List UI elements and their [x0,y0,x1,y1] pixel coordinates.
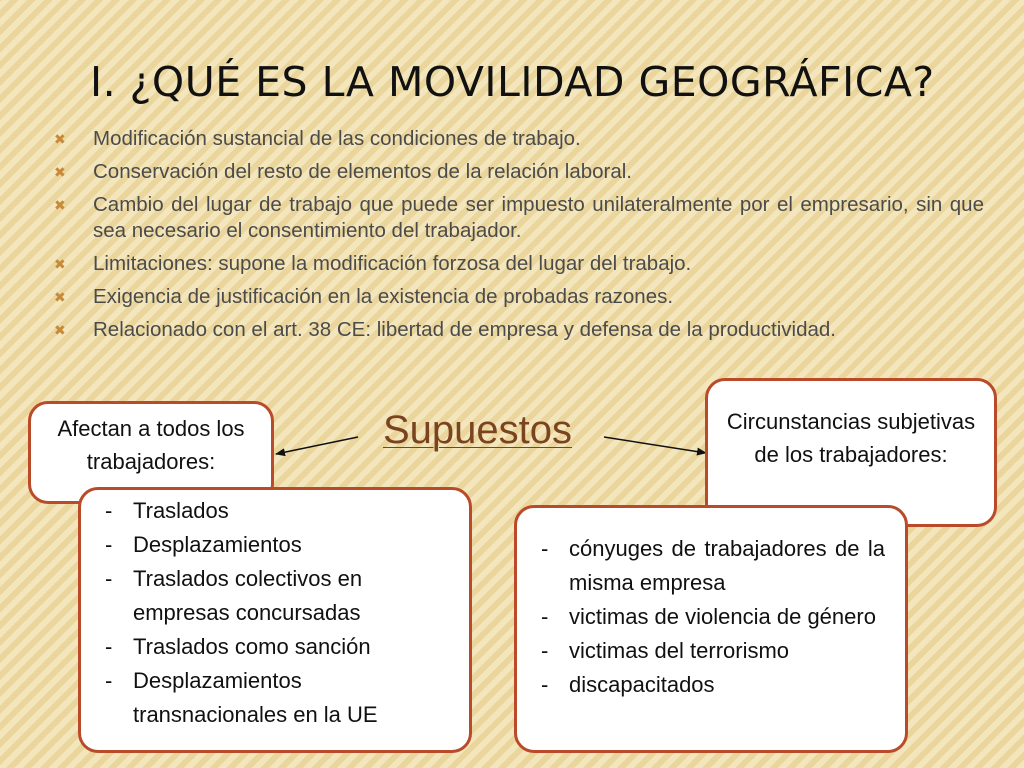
item-text: discapacitados [569,672,715,697]
list-item [99,494,449,528]
dash-marker: - [105,532,113,557]
item-text: Traslados colectivos en empresas concursadas [133,566,363,625]
bullet-text: Relacionado con el art. 38 CE: libertad de empresa y defensa de la productividad. [93,318,837,341]
list-item [99,664,449,732]
arrow-left [276,437,358,454]
bullet-text: Conservación del resto de elementos de la relación laboral. [93,160,633,183]
list-item [535,634,885,668]
item-text: victimas de violencia de género [569,604,876,629]
item-text: cónyuges de trabajadores de la misma empresa [569,536,885,595]
list-item [535,668,885,702]
subjective-cases-list [535,532,885,702]
x-bullet-icon: ✖ [54,289,66,305]
subjective-title: Circunstancias subjetivas de los trabajadores: [726,409,976,467]
item-text: Desplazamientos transnacionales en la UE [133,668,378,727]
slide-title: I. ¿QUÉ ES LA MOVILIDAD GEOGRÁFICA? [90,58,935,106]
dash-marker: - [541,672,549,697]
bullet-text: Exigencia de justificación en la existencia de probadas razones. [93,285,674,308]
arrow-right [604,437,706,453]
bullet-text: Limitaciones: supone la modificación forzosa del lugar del trabajo. [93,252,692,275]
item-text: Desplazamientos [133,532,302,557]
dash-marker: - [105,634,113,659]
dash-marker: - [541,638,549,663]
item-text: Traslados como sanción [133,634,371,659]
dash-marker: - [105,566,113,591]
x-bullet-icon: ✖ [54,256,66,272]
list-item [99,562,449,630]
dash-marker: - [541,604,549,629]
list-item [99,630,449,664]
general-cases-list [99,494,449,732]
list-item [535,600,885,634]
affected-all-title: Afectan a todos los trabajadores: [57,416,245,474]
x-bullet-icon: ✖ [54,131,66,147]
item-text: Traslados [133,498,229,523]
bullet-text: Modificación sustancial de las condiciones de trabajo. [93,127,581,150]
x-bullet-icon: ✖ [54,164,66,180]
item-text: victimas del terrorismo [569,638,790,663]
x-bullet-icon: ✖ [54,322,66,338]
general-cases-box [78,487,472,753]
list-item [99,528,449,562]
bullet-text: Cambio del lugar de trabajo que puede ser impuesto unilateralmente por el empresario, sin que sea necesario el consentimiento del trabajador. [93,193,984,242]
dash-marker: - [541,536,549,561]
supuestos-label: Supuestos [383,408,573,452]
dash-marker: - [105,498,113,523]
subjective-cases-box [514,505,908,753]
dash-marker: - [105,668,113,693]
x-bullet-icon: ✖ [54,197,66,213]
list-item [535,532,885,600]
